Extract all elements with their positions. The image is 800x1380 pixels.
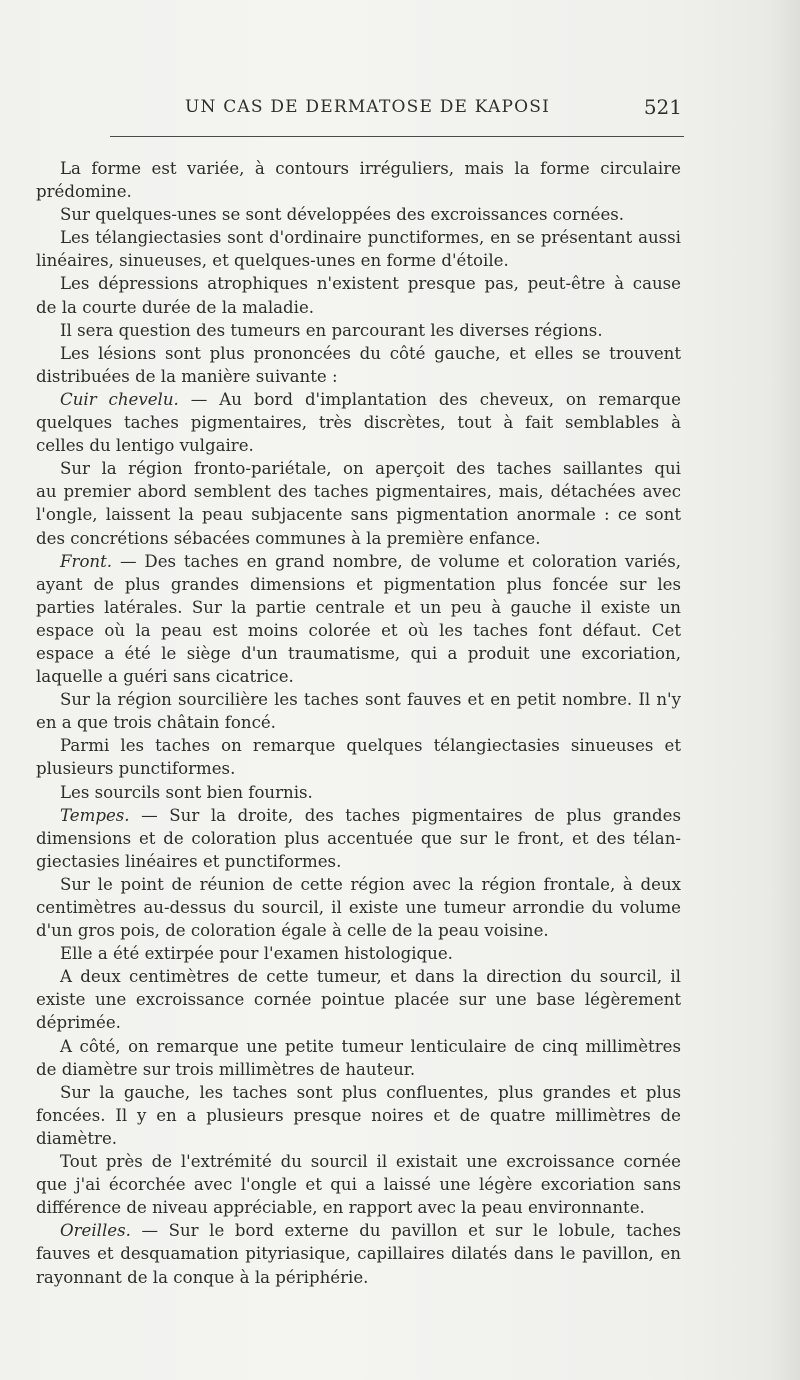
line-text: — Sur le bord externe du pavillon et sur le lobule, taches <box>130 1221 681 1241</box>
text-line <box>36 296 681 319</box>
text-line <box>36 827 681 850</box>
text-line <box>36 619 681 642</box>
text-line <box>36 388 681 411</box>
line-text: La forme est variée, à contours irréguliers, mais la forme circulaire <box>60 159 681 178</box>
line-text: plusieurs punctiformes. <box>36 759 236 779</box>
text-line <box>36 226 681 249</box>
text-line <box>36 1219 681 1242</box>
text-line <box>36 1173 681 1196</box>
line-text: Les dépressions atrophiques n'existent presque pas, peut-être à cause <box>60 274 681 294</box>
text-line <box>36 757 681 780</box>
line-text: ayant de plus grandes dimensions et pigmentation plus foncée sur les <box>36 574 681 594</box>
text-line <box>36 642 681 665</box>
line-text: fauves et desquamation pityriasique, capillaires dilatés dans le pavillon, en <box>36 1244 681 1264</box>
text-line <box>36 480 681 503</box>
text-line <box>36 804 681 827</box>
line-text: Les lésions sont plus prononcées du côté gauche, et elles se trouvent <box>60 343 681 363</box>
section-heading-italic: Front. <box>60 551 113 571</box>
line-text: en a que trois châtain foncé. <box>36 713 276 733</box>
page-number: 521 <box>643 95 682 119</box>
line-text: des concrétions sébacées communes à la première enfance. <box>36 528 541 548</box>
line-text: l'ongle, laissent la peau subjacente sans pigmentation anormale : ce sont <box>36 505 681 525</box>
text-line <box>36 1104 681 1127</box>
line-text: espace a été le siège d'un traumatisme, qui a produit une excoriation, <box>36 643 681 663</box>
line-text: Tout près de l'extrémité du sourcil il existait une excroissance cornée <box>60 1152 681 1172</box>
header-rule <box>110 136 684 137</box>
section-heading-italic: Cuir chevelu. <box>60 389 179 409</box>
text-line <box>36 365 681 388</box>
line-text: Sur la région sourcilière les taches sont fauves et en petit nombre. Il n'y <box>60 690 681 710</box>
line-text: centimètres au-dessus du sourcil, il existe une tumeur arrondie du volume <box>36 898 681 917</box>
text-line <box>36 688 681 711</box>
line-text: Les télangiectasies sont d'ordinaire punctiformes, en se présentant aussi <box>60 228 681 248</box>
line-text: diamètre. <box>36 1128 118 1148</box>
text-line <box>36 596 681 619</box>
line-text: Elle a été extirpée pour l'examen histologique. <box>60 944 453 964</box>
text-line <box>36 342 681 365</box>
line-text: celles du lentigo vulgaire. <box>36 436 254 456</box>
line-text: espace où la peau est moins colorée et où les taches font défaut. Cet <box>36 620 681 640</box>
text-line <box>36 573 681 596</box>
text-line <box>36 411 681 434</box>
running-title: UN CAS DE DERMATOSE DE KAPOSI <box>185 97 550 117</box>
text-line <box>36 734 681 757</box>
body-text <box>36 157 681 1289</box>
line-text: parties latérales. Sur la partie centrale et un peu à gauche il existe un <box>36 597 681 617</box>
text-line <box>36 988 681 1011</box>
text-line <box>36 1196 681 1219</box>
text-line <box>36 203 681 226</box>
text-line <box>36 157 681 180</box>
text-line <box>36 457 681 480</box>
text-line <box>36 781 681 804</box>
line-text: déprimée. <box>36 1013 121 1033</box>
line-text: laquelle a guéri sans cicatrice. <box>36 667 294 687</box>
line-text: prédomine. <box>36 182 132 202</box>
line-text: de la courte durée de la maladie. <box>36 297 315 317</box>
text-line <box>36 873 681 896</box>
text-line <box>36 180 681 203</box>
line-text: Sur quelques-unes se sont développées des excroissances cornées. <box>60 205 625 225</box>
line-text: A côté, on remarque une petite tumeur lenticulaire de cinq millimètres <box>60 1036 681 1056</box>
line-text: existe une excroissance cornée pointue placée sur une base légèrement <box>36 990 681 1010</box>
line-text: Parmi les taches on remarque quelques télangiectasies sinueuses et <box>60 736 681 756</box>
line-text: giectasies linéaires et punctiformes. <box>36 851 342 871</box>
line-text: Les sourcils sont bien fournis. <box>60 782 313 802</box>
line-text: linéaires, sinueuses, et quelques-unes en forme d'étoile. <box>36 251 509 271</box>
line-text: — Des taches en grand nombre, de volume et coloration variés, <box>112 551 681 571</box>
text-line <box>36 1081 681 1104</box>
text-line <box>36 1011 681 1034</box>
line-text: de diamètre sur trois millimètres de hauteur. <box>36 1059 416 1079</box>
text-line <box>36 1127 681 1150</box>
page-edge-shadow <box>770 0 800 1380</box>
line-text: A deux centimètres de cette tumeur, et dans la direction du sourcil, il <box>60 967 681 987</box>
line-text: différence de niveau appréciable, en rapport avec la peau environnante. <box>36 1198 645 1218</box>
line-text: distribuées de la manière suivante : <box>36 366 338 386</box>
line-text: que j'ai écorchée avec l'ongle et qui a laissé une légère excoriation sans <box>36 1175 681 1195</box>
line-text: Sur le point de réunion de cette région avec la région frontale, à deux <box>60 874 681 894</box>
text-line <box>36 503 681 526</box>
text-line <box>36 919 681 942</box>
section-heading-italic: Tempes. <box>60 805 130 825</box>
text-line <box>36 711 681 734</box>
text-line <box>36 942 681 965</box>
text-line <box>36 249 681 272</box>
text-line <box>36 850 681 873</box>
text-line <box>36 1266 681 1289</box>
line-text: — Sur la droite, des taches pigmentaires de plus grandes <box>129 805 681 825</box>
line-text: au premier abord semblent des taches pigmentaires, mais, détachées avec <box>36 482 681 502</box>
section-heading-italic: Oreilles. <box>60 1221 131 1241</box>
line-text: — Au bord d'implantation des cheveux, on remarque <box>178 389 681 409</box>
line-text: Il sera question des tumeurs en parcourant les diverses régions. <box>60 320 603 340</box>
text-line <box>36 665 681 688</box>
line-text: Sur la gauche, les taches sont plus confluentes, plus grandes et plus <box>60 1082 681 1102</box>
line-text: foncées. Il y en a plusieurs presque noires et de quatre millimètres de <box>36 1105 681 1125</box>
running-head <box>110 97 682 125</box>
line-text: d'un gros pois, de coloration égale à celle de la peau voisine. <box>36 921 549 941</box>
line-text: quelques taches pigmentaires, très discrètes, tout à fait semblables à <box>36 413 681 433</box>
text-line <box>36 1150 681 1173</box>
text-line <box>36 550 681 573</box>
text-line <box>36 965 681 988</box>
text-line <box>36 1058 681 1081</box>
line-text: dimensions et de coloration plus accentuée que sur le front, et des télan- <box>36 828 681 848</box>
text-line <box>36 1035 681 1058</box>
text-line <box>36 896 681 919</box>
text-line <box>36 527 681 550</box>
line-text: rayonnant de la conque à la périphérie. <box>36 1267 369 1287</box>
text-line <box>36 272 681 295</box>
text-line <box>36 434 681 457</box>
line-text: Sur la région fronto-pariétale, on aperçoit des taches saillantes qui <box>60 459 681 479</box>
text-line <box>36 319 681 342</box>
text-line <box>36 1242 681 1265</box>
